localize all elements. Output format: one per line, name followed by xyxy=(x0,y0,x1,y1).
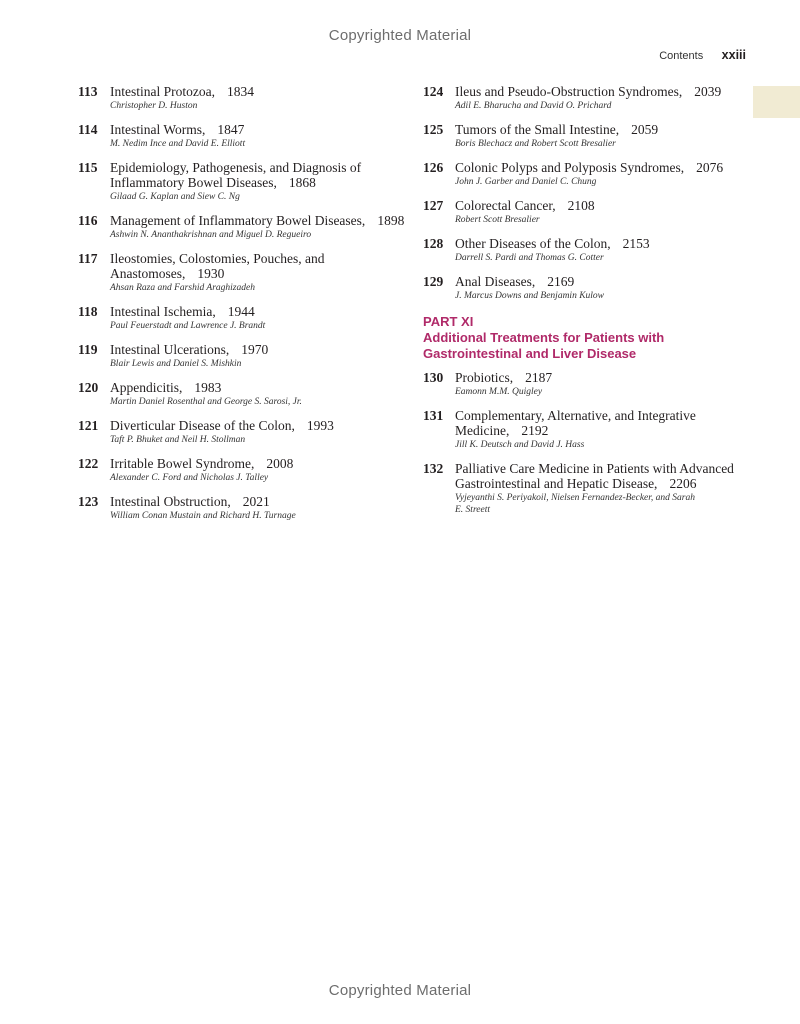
chapter-page: 2169 xyxy=(547,274,575,289)
chapter-page: 1834 xyxy=(226,84,254,99)
chapter-authors: Gilaad G. Kaplan and Siew C. Ng xyxy=(110,192,240,202)
toc-entry[interactable] xyxy=(423,198,753,226)
chapter-page: 2187 xyxy=(525,370,553,385)
chapter-page: 1983 xyxy=(194,380,222,395)
chapter-page: 1930 xyxy=(197,266,225,281)
toc-entry[interactable] xyxy=(423,160,753,188)
watermark-bottom: Copyrighted Material xyxy=(328,982,472,999)
chapter-authors: Vyjeyanthi S. Periyakoil, Nielsen Fernandez-Becker, and Sarah E. Streett xyxy=(455,493,695,515)
chapter-number: 128 xyxy=(423,236,444,251)
chapter-title: Colorectal Cancer, 2108 xyxy=(455,198,595,213)
part-heading xyxy=(423,314,753,362)
chapter-authors: J. Marcus Downs and Benjamin Kulow xyxy=(455,291,605,301)
chapter-authors: Taft P. Bhuket and Neil H. Stollman xyxy=(110,435,246,445)
chapter-number: 125 xyxy=(423,122,444,137)
chapter-authors: Jill K. Deutsch and David J. Hass xyxy=(455,440,585,450)
toc-entry[interactable] xyxy=(423,236,753,264)
chapter-number: 115 xyxy=(78,160,98,175)
chapter-number: 119 xyxy=(78,342,98,357)
toc-entry[interactable] xyxy=(78,418,408,446)
toc-right-column xyxy=(423,84,753,526)
chapter-authors: Adil E. Bharucha and David O. Prichard xyxy=(455,101,612,111)
chapter-authors: William Conan Mustain and Richard H. Turnage xyxy=(110,511,296,521)
toc-entry[interactable] xyxy=(78,251,408,294)
chapter-authors: Christopher D. Huston xyxy=(110,101,198,111)
chapter-number: 118 xyxy=(78,304,98,319)
chapter-page: 2076 xyxy=(696,160,724,175)
toc-entry[interactable] xyxy=(423,84,753,112)
chapter-page: 1970 xyxy=(241,342,269,357)
chapter-number: 122 xyxy=(78,456,99,471)
chapter-number: 130 xyxy=(423,370,444,385)
chapter-number: 116 xyxy=(78,213,98,228)
thumb-index-tab xyxy=(753,86,800,118)
chapter-page: 2059 xyxy=(631,122,659,137)
chapter-title: Intestinal Worms, 1847 xyxy=(110,122,245,137)
chapter-title: Tumors of the Small Intestine, 2059 xyxy=(455,122,659,137)
chapter-title: Complementary, Alternative, and Integrative Medicine, 2192 xyxy=(455,408,696,438)
chapter-title: Appendicitis, 1983 xyxy=(110,380,222,395)
toc-entry[interactable] xyxy=(78,160,408,203)
chapter-authors: Blair Lewis and Daniel S. Mishkin xyxy=(110,359,242,369)
chapter-title: Irritable Bowel Syndrome, 2008 xyxy=(110,456,294,471)
chapter-title: Probiotics, 2187 xyxy=(455,370,553,385)
chapter-title: Palliative Care Medicine in Patients with Advanced Gastrointestinal and Hepatic Disease, 2206 xyxy=(455,461,734,491)
chapter-title: Epidemiology, Pathogenesis, and Diagnosis of Inflammatory Bowel Diseases, 1868 xyxy=(110,160,362,190)
toc-entry[interactable] xyxy=(423,408,753,451)
chapter-authors: Ahsan Raza and Farshid Araghizadeh xyxy=(110,283,255,293)
chapter-page: 2153 xyxy=(622,236,650,251)
chapter-number: 113 xyxy=(78,84,98,99)
chapter-number: 126 xyxy=(423,160,444,175)
chapter-title: Intestinal Ischemia, 1944 xyxy=(110,304,255,319)
chapter-title: Ileus and Pseudo-Obstruction Syndromes, 2039 xyxy=(455,84,722,99)
chapter-number: 127 xyxy=(423,198,444,213)
chapter-number: 123 xyxy=(78,494,99,509)
toc-entry[interactable] xyxy=(78,213,408,241)
chapter-number: 124 xyxy=(423,84,444,99)
toc-entry[interactable] xyxy=(78,456,408,484)
chapter-number: 131 xyxy=(423,408,444,423)
chapter-page: 1993 xyxy=(306,418,334,433)
toc-entry[interactable] xyxy=(78,342,408,370)
running-head xyxy=(659,46,746,64)
chapter-page: 1847 xyxy=(217,122,245,137)
toc-entry[interactable] xyxy=(423,461,753,516)
chapter-title: Anal Diseases, 2169 xyxy=(455,274,575,289)
chapter-number: 132 xyxy=(423,461,444,476)
toc-entry[interactable] xyxy=(78,304,408,332)
chapter-title: Intestinal Obstruction, 2021 xyxy=(110,494,270,509)
chapter-number: 117 xyxy=(78,251,98,266)
chapter-page: 2192 xyxy=(521,423,549,438)
chapter-authors: Robert Scott Bresalier xyxy=(455,215,540,225)
toc-entry[interactable] xyxy=(78,122,408,150)
toc-entry[interactable] xyxy=(78,380,408,408)
toc-entry[interactable] xyxy=(423,122,753,150)
chapter-page: 2206 xyxy=(669,476,697,491)
chapter-number: 129 xyxy=(423,274,444,289)
chapter-number: 120 xyxy=(78,380,99,395)
toc-entry[interactable] xyxy=(78,84,408,112)
page-number: xxiii xyxy=(721,48,746,62)
toc-left-column xyxy=(78,84,408,532)
chapter-number: 114 xyxy=(78,122,98,137)
chapter-title: Colonic Polyps and Polyposis Syndromes, 2076 xyxy=(455,160,724,175)
chapter-title: Ileostomies, Colostomies, Pouches, and Anastomoses, 1930 xyxy=(110,251,325,281)
chapter-authors: Martin Daniel Rosenthal and George S. Sarosi, Jr. xyxy=(110,397,302,407)
chapter-page: 1898 xyxy=(377,213,405,228)
toc-entry[interactable] xyxy=(78,494,408,522)
chapter-number: 121 xyxy=(78,418,99,433)
part-label: PART XI xyxy=(423,314,474,329)
chapter-authors: Paul Feuerstadt and Lawrence J. Brandt xyxy=(110,321,266,331)
chapter-authors: Darrell S. Pardi and Thomas G. Cotter xyxy=(455,253,604,263)
running-head-label: Contents xyxy=(659,50,704,62)
chapter-page: 1944 xyxy=(227,304,255,319)
part-title: Additional Treatments for Patients with Gastrointestinal and Liver Disease xyxy=(423,330,665,361)
toc-entry[interactable] xyxy=(423,274,753,302)
chapter-page: 2108 xyxy=(567,198,595,213)
chapter-title: Other Diseases of the Colon, 2153 xyxy=(455,236,650,251)
chapter-authors: Alexander C. Ford and Nicholas J. Talley xyxy=(110,473,269,483)
chapter-authors: Eamonn M.M. Quigley xyxy=(455,387,543,397)
chapter-page: 2021 xyxy=(242,494,270,509)
chapter-authors: M. Nedim Ince and David E. Elliott xyxy=(110,139,246,149)
chapter-title: Intestinal Ulcerations, 1970 xyxy=(110,342,269,357)
chapter-authors: John J. Garber and Daniel C. Chung xyxy=(455,177,597,187)
chapter-authors: Ashwin N. Ananthakrishnan and Miguel D. Regueiro xyxy=(110,230,312,240)
chapter-title: Management of Inflammatory Bowel Diseases, 1898 xyxy=(110,213,405,228)
chapter-page: 2008 xyxy=(266,456,294,471)
chapter-page: 2039 xyxy=(694,84,722,99)
toc-entry[interactable] xyxy=(423,370,753,398)
chapter-title: Intestinal Protozoa, 1834 xyxy=(110,84,254,99)
chapter-page: 1868 xyxy=(288,175,316,190)
chapter-title: Diverticular Disease of the Colon, 1993 xyxy=(110,418,334,433)
watermark-top: Copyrighted Material xyxy=(328,27,472,44)
chapter-authors: Boris Blechacz and Robert Scott Bresalier xyxy=(455,139,616,149)
